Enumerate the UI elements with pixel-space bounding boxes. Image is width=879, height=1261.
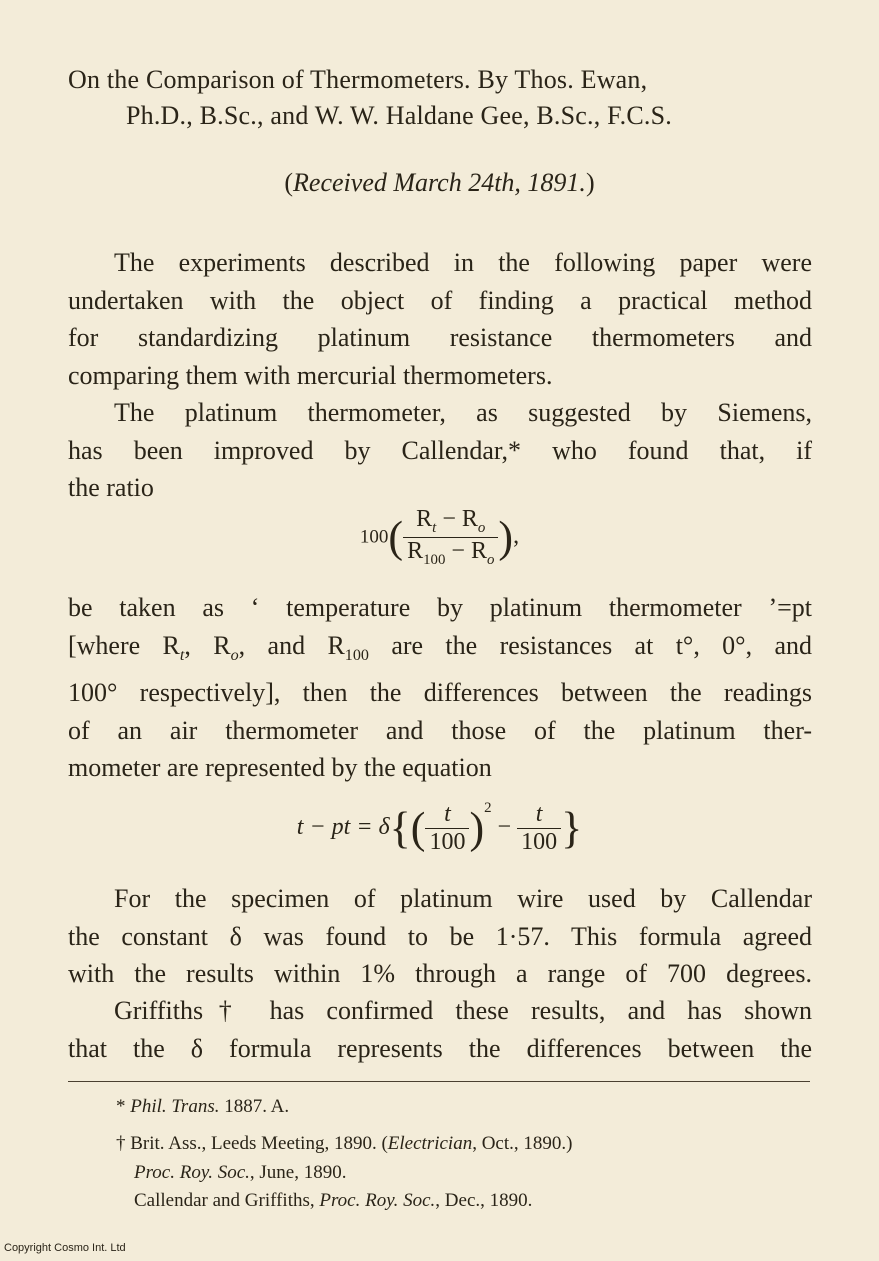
t-over-100-fraction-2: $\frac{t}{100}$ [517,801,561,856]
footnote-2-line-2 [134,1158,346,1188]
received-date: (Received March 24th, 1891.) [284,168,595,197]
text-fragment: † Brit. Ass., Leeds Meeting, 1890. ( [116,1133,388,1154]
text-fragment: [where R [68,630,180,660]
journal-ref: Electrician [387,1133,473,1154]
text-line: the ratio [68,473,154,502]
text-fragment: are the resistances at t°, 0°, and [368,630,812,660]
formula-lhs: t − pt = δ [296,814,390,840]
text-line: for standardizing platinum resistance thermometers and [68,323,812,352]
ratio-formula: 100( $\frac{R_t - R_o}{R_{100} - R_o}$ ), [359,506,520,568]
exponent: 2 [484,800,492,816]
delta-formula: t − pt = δ{( $\frac{t}{100}$ )$^2$ − $\frac{t}{100}$ } [296,800,583,855]
text-line: The platinum thermometer, as suggested by Siemens, [114,398,812,427]
subscript: o [486,551,495,568]
text-line: 100° respectively], then the differences between the readings [68,678,812,708]
text-line: comparing them with mercurial thermometers. [68,360,553,390]
minus-sign: − [497,814,512,840]
text-line: that the δ formula represents the differences between the [68,1033,812,1063]
text-line: Griffiths† has confirmed these results, and has shown [114,996,812,1025]
copyright-watermark: Copyright Cosmo Int. Ltd [4,1242,126,1254]
text-fragment: , Dec., 1890. [435,1190,533,1211]
title-line-2: Ph.D., B.Sc., and W. W. Haldane Gee, B.Sc., F.C.S. [126,101,672,130]
formula-suffix: , [513,522,520,549]
text-line: with the results within 1% through a range of 700 degrees. [68,959,812,988]
subscript: o [477,519,486,536]
paragraph-5 [68,992,812,1067]
text-fragment: , Oct., 1890.) [472,1133,573,1154]
subscript: t [432,519,437,536]
symbol: R [470,537,487,564]
title-line-1: On the Comparison of Thermometers. By Thos. Ewan, [68,65,648,94]
paper-title [68,62,838,134]
symbol: R [407,537,424,564]
paragraph-2 [68,394,812,507]
text-line: the constant δ was found to be 1·57. This formula agreed [68,921,812,951]
text-fragment: , and R [238,630,345,660]
footnote-mark: * [116,1096,126,1117]
journal-ref: Proc. Roy. Soc. [134,1162,250,1183]
text-line: For the specimen of platinum wire used by Callendar [114,884,812,913]
journal-ref: Phil. Trans. [130,1096,220,1117]
symbol: t [444,800,451,827]
text-line: mometer are represented by the equation [68,753,492,783]
text-fragment: , R [184,630,231,660]
text-fragment: 1887. A. [219,1096,290,1117]
paragraph-3 [68,589,812,787]
ratio-fraction: $\frac{R_t - R_o}{R_{100} - R_o}$ [403,506,498,569]
text-line: has been improved by Callendar,* who found that, if [68,435,812,465]
footnote-2-line-3 [134,1186,532,1216]
text-line: The experiments described in the following paper were [114,248,812,277]
text-fragment: , June, 1890. [249,1162,347,1183]
text-line: be taken as ‘ temperature by platinum thermometer ’=pt [68,593,812,622]
formula-prefix: 100 [359,526,389,548]
t-over-100-fraction: $\frac{t}{100}$ [425,801,469,856]
footnote-1 [116,1092,289,1122]
journal-ref: Proc. Roy. Soc. [319,1190,436,1211]
footnote-2 [116,1129,572,1159]
subscript: 100 [423,551,446,568]
paragraph-1 [68,244,812,394]
text-line: undertaken with the object of finding a practical method [68,285,812,315]
symbol: R [416,506,433,532]
paragraph-4 [68,880,812,993]
text-fragment: Callendar and Griffiths, [134,1190,320,1211]
received-text: Received March 24th, 1891. [293,168,586,197]
text-line: of an air thermometer and those of the platinum ther- [68,715,812,745]
symbol: R [461,506,478,532]
footnote-divider [68,1081,810,1082]
text-line-resistances: [where $R_t$, $R_o$, and $R_{100}$ are the resistances at t°, 0°, and [68,630,812,664]
symbol: t [535,800,543,827]
